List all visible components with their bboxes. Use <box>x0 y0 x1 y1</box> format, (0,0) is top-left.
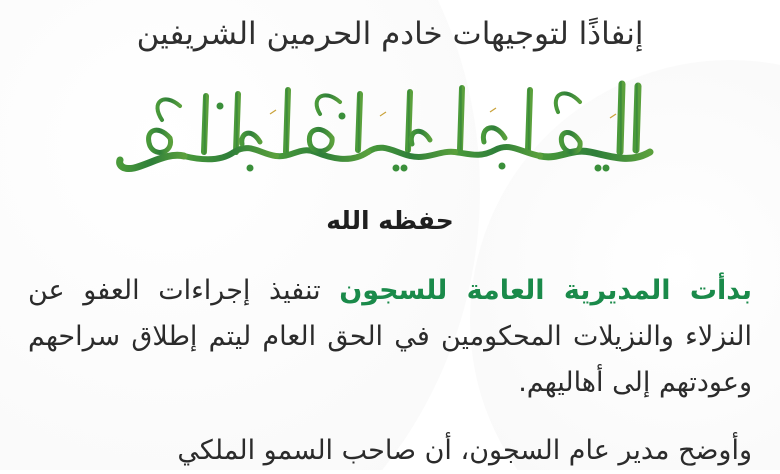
honorific-text: حفظه الله <box>326 206 454 235</box>
paragraph-2: وأوضح مدير عام السجون، أن صاحب السمو الملكي <box>177 435 752 466</box>
page-heading: إنفاذًا لتوجيهات خادم الحرمين الشريفين <box>136 16 644 52</box>
paragraph-1-text: تنفيذ إجراءات العفو عن النزلاء والنزيلات المحكومين في الحق العام ليتم إطلاق سراحهم وعودتهم إلى أهاليهم. <box>28 275 752 398</box>
paragraph-1 <box>28 268 752 406</box>
king-name-calligraphy <box>110 72 670 180</box>
highlighted-agency-name: بدأت المديرية العامة للسجون <box>339 275 752 306</box>
